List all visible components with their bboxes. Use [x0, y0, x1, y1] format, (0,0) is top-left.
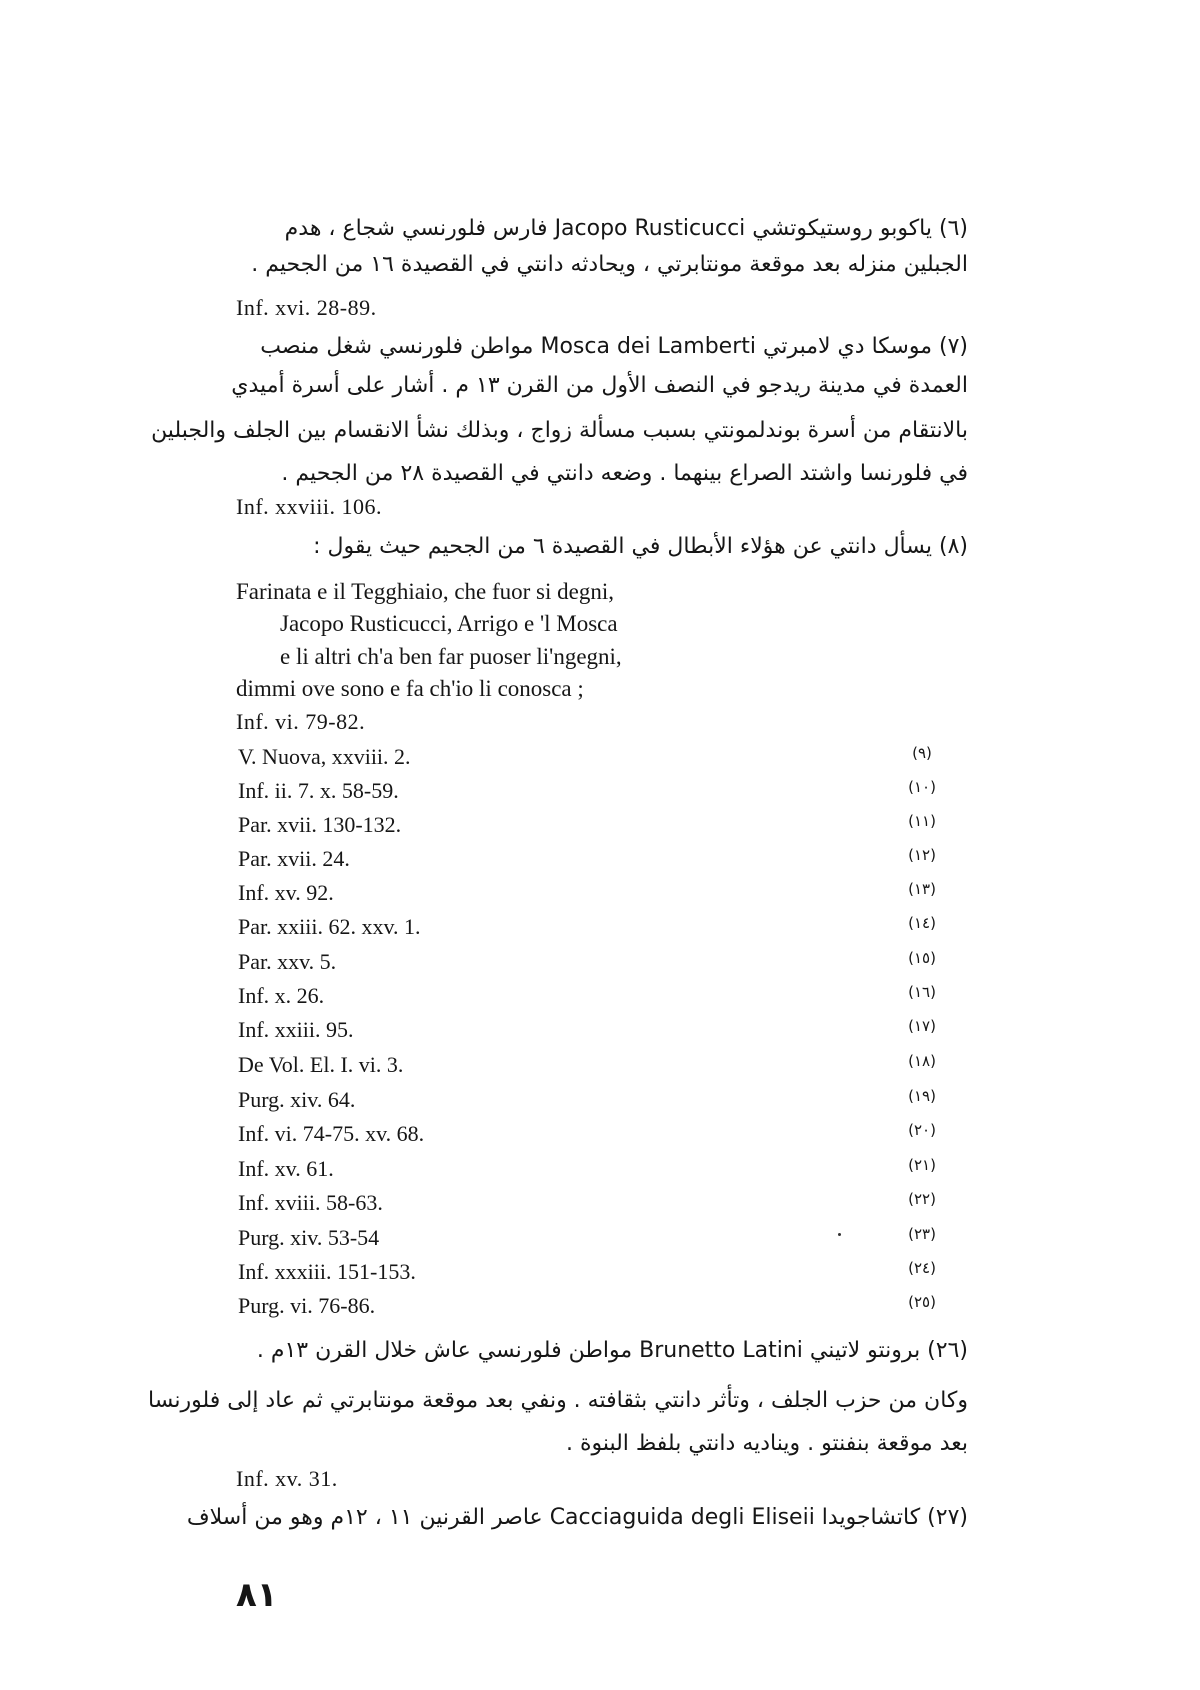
ref-number: (١٤) [908, 914, 936, 932]
verse-line-1: Farinata e il Tegghiaio, che fuor si degni, [236, 579, 614, 604]
note-7-line-4: في فلورنسا واشتد الصراع بينهما . وضعه دانتي في القصيدة ٢٨ من الجحيم . [281, 461, 968, 486]
ref-citation: De Vol. El. I. vi. 3. [238, 1052, 404, 1077]
ref-number: (٩) [912, 744, 932, 762]
page-number: ٨١ [236, 1575, 278, 1615]
ref-number: (٢٥) [908, 1293, 936, 1311]
ref-citation: V. Nuova, xxviii. 2. [238, 744, 411, 769]
note-27-line-1: (٢٧) كاتشاجويدا Cacciaguida degli Eliseii عاصر القرنين ١١ ، ١٢م وهو من أسلاف [186, 1505, 968, 1530]
ref-citation: Par. xxv. 5. [238, 949, 337, 974]
verse-line-4: dimmi ove sono e fa ch'io li conosca ; [236, 676, 584, 701]
ref-number: (٢١) [908, 1156, 936, 1174]
note-26-line-3: بعد موقعة بنفنتو . ويناديه دانتي بلفظ البنوة . [565, 1431, 968, 1456]
ref-citation: Par. xvii. 24. [238, 846, 350, 871]
note-8-reference: Inf. vi. 79-82. [236, 709, 366, 734]
ref-number: (١٧) [908, 1017, 936, 1035]
ref-citation: Purg. xiv. 64. [238, 1087, 356, 1112]
ref-number: (١٣) [908, 880, 936, 898]
ref-citation: Inf. vi. 74-75. xv. 68. [238, 1121, 425, 1146]
ref-citation: Purg. vi. 76-86. [238, 1293, 376, 1318]
note-26-reference: Inf. xv. 31. [236, 1466, 338, 1491]
note-7-line-3: بالانتقام من أسرة بوندلمونتي بسبب مسألة زواج ، وبذلك نشأ الانقسام بين الجلف والجبلين [151, 418, 968, 443]
note-6-line-1: (٦) ياكوبو روستيكوتشي Jacopo Rusticucci فارس فلورنسي شجاع ، هدم [284, 216, 968, 241]
ref-number: (١٨) [908, 1052, 936, 1070]
ref-number: (٢٣) [908, 1225, 936, 1243]
ref-number: (٢٤) [908, 1259, 936, 1277]
ref-number: (١١) [908, 812, 936, 830]
note-7-reference: Inf. xxviii. 106. [236, 494, 382, 519]
ref-citation: Inf. xxxiii. 151-153. [238, 1259, 416, 1284]
note-26-line-1: (٢٦) برونتو لاتيني Brunetto Latini مواطن فلورنسي عاش خلال القرن ١٣م . [256, 1338, 968, 1363]
ref-citation: Inf. ii. 7. x. 58-59. [238, 778, 399, 803]
ref-number: (١٠) [908, 778, 936, 796]
note-26-line-2: وكان من حزب الجلف ، وتأثر دانتي بثقافته . ونفي بعد موقعة مونتابرتي ثم عاد إلى فلورنسا [148, 1388, 968, 1413]
note-7-line-2: العمدة في مدينة ريدجو في النصف الأول من القرن ١٣ م . أشار على أسرة أميدي [231, 373, 968, 398]
note-6-reference: Inf. xvi. 28-89. [236, 295, 377, 320]
ref-number: (٢٢) [908, 1190, 936, 1208]
note-8-line-1: (٨) يسأل دانتي عن هؤلاء الأبطال في القصيدة ٦ من الجحيم حيث يقول : [313, 534, 968, 559]
ref-citation: Par. xxiii. 62. xxv. 1. [238, 914, 421, 939]
note-6-line-2: الجبلين منزله بعد موقعة مونتابرتي ، ويحادثه دانتي في القصيدة ١٦ من الجحيم . [251, 252, 968, 277]
ref-number: (٢٠) [908, 1121, 936, 1139]
ref-citation: Inf. xv. 61. [238, 1156, 334, 1181]
ref-citation: Purg. xiv. 53-54 [238, 1225, 380, 1250]
verse-line-3: e li altri ch'a ben far puoser li'ngegni, [280, 644, 622, 669]
ref-number: (١٥) [908, 949, 936, 967]
ref-number: (١٦) [908, 983, 936, 1001]
ref-number: (١٢) [908, 846, 936, 864]
ref-citation: Inf. xviii. 58-63. [238, 1190, 383, 1215]
note-7-line-1: (٧) موسكا دي لامبرتي Mosca dei Lamberti مواطن فلورنسي شغل منصب [260, 334, 968, 359]
ref-citation: Inf. xv. 92. [238, 880, 334, 905]
ref-citation: Inf. x. 26. [238, 983, 325, 1008]
ref-citation: Par. xvii. 130-132. [238, 812, 402, 837]
ref-number: (١٩) [908, 1087, 936, 1105]
stray-dot-mark [838, 1233, 841, 1236]
verse-line-2: Jacopo Rusticucci, Arrigo e 'l Mosca [280, 611, 618, 636]
ref-citation: Inf. xxiii. 95. [238, 1017, 354, 1042]
